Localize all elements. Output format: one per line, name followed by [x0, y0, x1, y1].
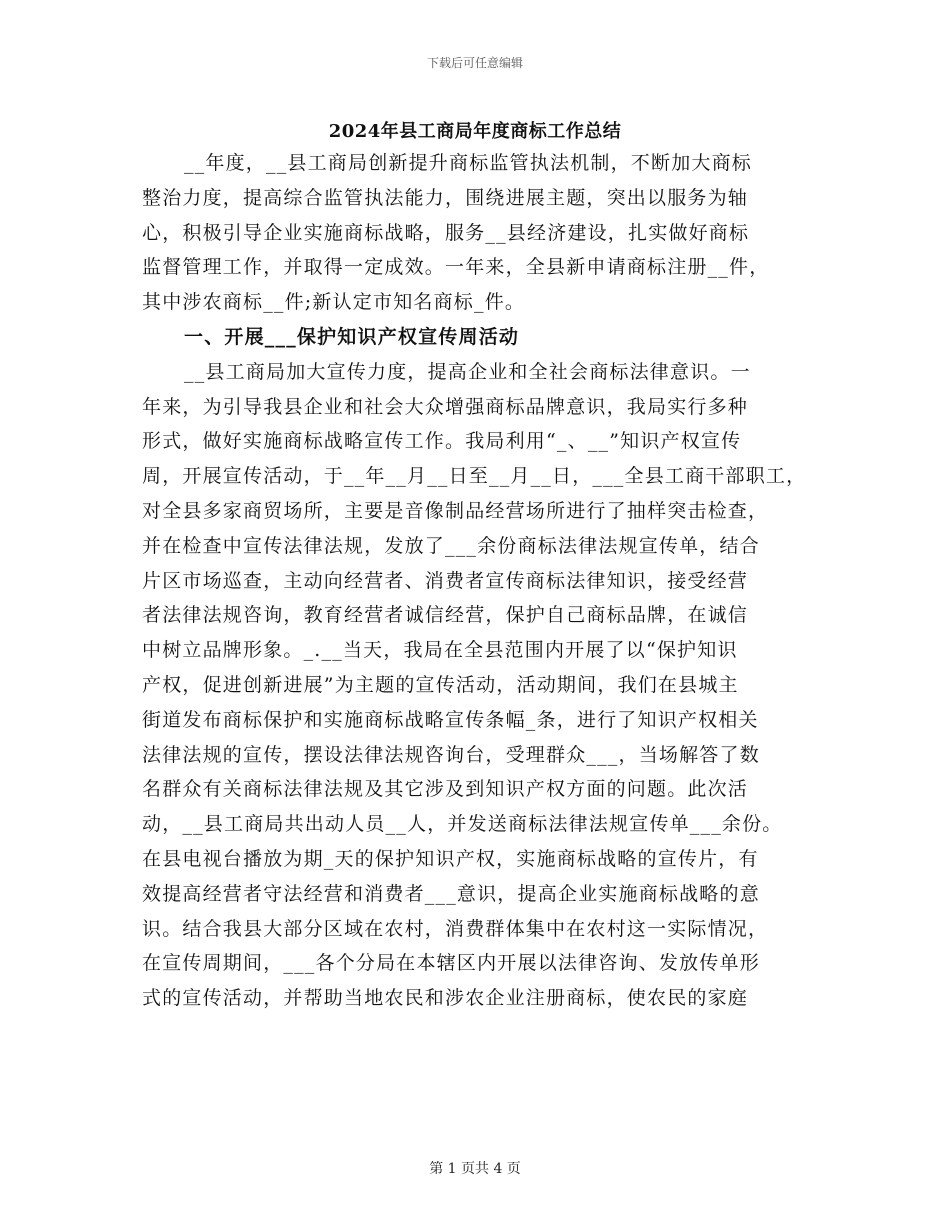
paragraph-line: __县工商局加大宣传力度，提高企业和全社会商标法律意识。一 [184, 360, 751, 383]
paragraph-line: 识。结合我县大部分区域在农村，消费群体集中在农村这一实际情况， [142, 917, 769, 940]
paragraph-line: 并在检查中宣传法律法规，发放了___余份商标法律法规宣传单，结合 [142, 534, 760, 557]
paragraph-line: 形式，做好实施商标战略宣传工作。我局利用“_、__”知识产权宣传 [142, 430, 742, 453]
paragraph-line: 式的宣传活动，并帮助当地农民和涉农企业注册商标，使农民的家庭 [142, 987, 749, 1010]
section-heading: 一、开展___保护知识产权宣传周活动 [184, 325, 520, 348]
paragraph-line: 片区市场巡查，主动向经营者、消费者宣传商标法律知识，接受经营 [142, 569, 749, 592]
paragraph-line: 者法律法规咨询，教育经营者诚信经营，保护自己商标品牌，在诚信 [142, 604, 749, 627]
paragraph-line: 名群众有关商标法律法规及其它涉及到知识产权方面的问题。此次活 [142, 778, 749, 801]
paragraph-line: 周，开展宣传活动，于__年__月__日至__月__日，___全县工商干部职工， [142, 465, 807, 488]
document-title: 2024年县工商局年度商标工作总结 [328, 121, 622, 142]
paragraph-line: 在县电视台播放为期_天的保护知识产权，实施商标战略的宣传片，有 [142, 847, 759, 870]
paragraph-line: 年来，为引导我县企业和社会大众增强商标品牌意识，我局实行多种 [142, 395, 749, 418]
paragraph-line: 其中涉农商标__件;新认定市知名商标_件。 [142, 291, 526, 314]
page-number: 第 1 页共 4 页 [429, 1161, 521, 1177]
paragraph-line: 监督管理工作，并取得一定成效。一年来，全县新申请商标注册__件， [142, 256, 770, 279]
paragraph-line: 产权，促进创新进展”为主题的宣传活动，活动期间，我们在县城主 [142, 673, 739, 696]
paragraph-line: 效提高经营者守法经营和消费者___意识，提高企业实施商标战略的意 [142, 882, 760, 905]
paragraph-line: 在宣传周期间，___各个分局在本辖区内开展以法律咨询、发放传单形 [142, 952, 760, 975]
paragraph-line: 整治力度，提高综合监管执法能力，围绕进展主题，突出以服务为轴 [142, 186, 749, 209]
page-header: 下载后可任意编辑 [426, 56, 523, 70]
document-body [142, 146, 822, 1016]
paragraph-line: 心，积极引导企业实施商标战略，服务__县经济建设，扎实做好商标 [142, 221, 750, 244]
paragraph-line: 动，__县工商局共出动人员__人，并发送商标法律法规宣传单___余份。 [142, 813, 783, 836]
paragraph-line: 对全县多家商贸场所，主要是音像制品经营场所进行了抽样突击检查， [142, 499, 769, 522]
paragraph-line: __年度，__县工商局创新提升商标监管执法机制，不断加大商标 [184, 152, 753, 174]
paragraph-line: 街道发布商标保护和实施商标战略宣传条幅_条，进行了知识产权相关 [142, 708, 759, 731]
paragraph-line: 中树立品牌形象。_.__当天，我局在全县范围内开展了以“保护知识 [142, 639, 738, 662]
paragraph-line: 法律法规的宣传，摆设法律法规咨询台，受理群众___，当场解答了数 [142, 743, 760, 766]
